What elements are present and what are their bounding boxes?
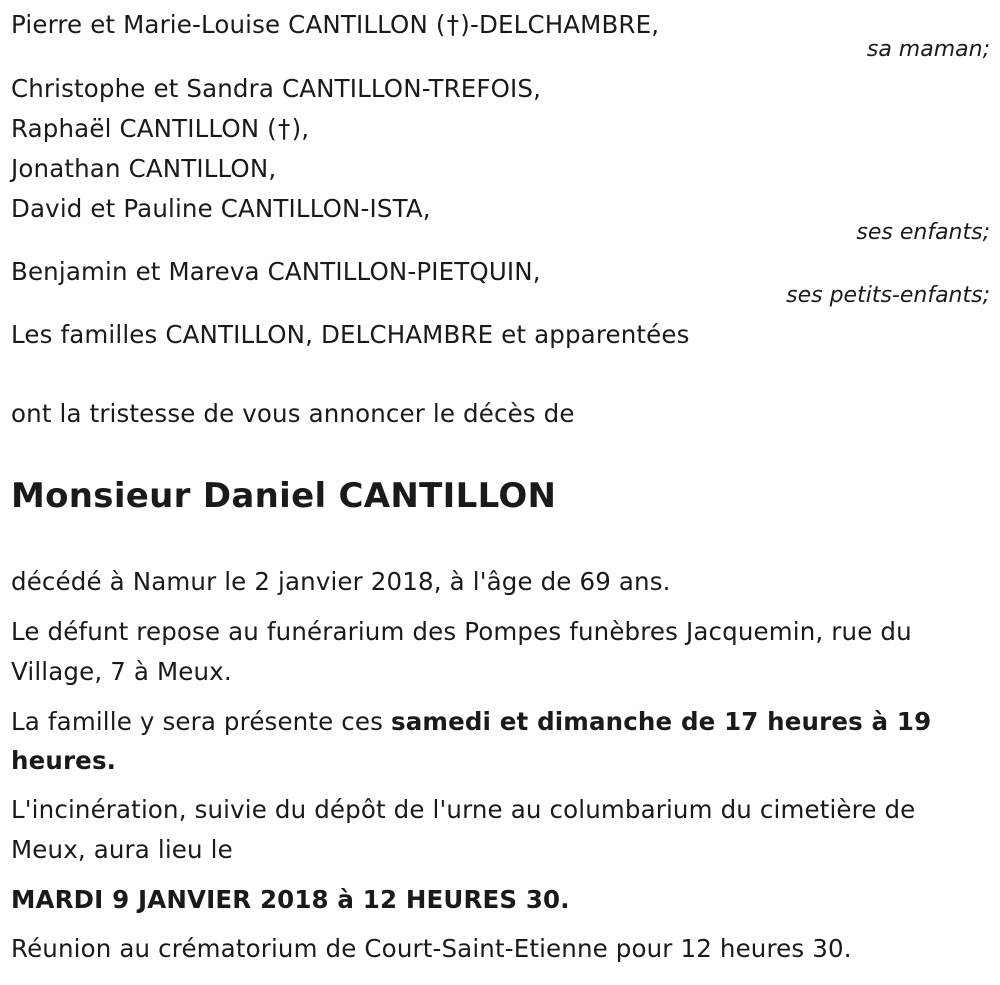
children-role: ses enfants; [856, 220, 990, 245]
families-line: Les familles CANTILLON, DELCHAMBRE et apparentées [11, 320, 690, 349]
meeting-line: Réunion au crématorium de Court-Saint-Etienne pour 12 heures 30. [11, 934, 852, 963]
visit-line-1: La famille y sera présente ces samedi et dimanche de 17 heures à 19 [11, 707, 932, 736]
mother-line: Pierre et Marie-Louise CANTILLON (†)-DELCHAMBRE, [11, 10, 660, 39]
death-line: décédé à Namur le 2 janvier 2018, à l'âge de 69 ans. [11, 567, 671, 596]
deceased-name: Monsieur Daniel CANTILLON [11, 476, 557, 516]
ceremony-date: MARDI 9 JANVIER 2018 à 12 HEURES 30. [11, 885, 570, 914]
mother-role: sa maman; [866, 37, 990, 62]
announcement-line: ont la tristesse de vous annoncer le décès de [11, 399, 575, 428]
ceremony-line-1: L'incinération, suivie du dépôt de l'urne au columbarium du cimetière de [11, 795, 916, 824]
child-line: David et Pauline CANTILLON-ISTA, [11, 194, 431, 223]
grandchildren-role: ses petits-enfants; [786, 283, 990, 308]
child-line: Raphaël CANTILLON (†), [11, 114, 310, 143]
rest-line-1: Le défunt repose au funérarium des Pompes funèbres Jacquemin, rue du [11, 617, 912, 646]
cross-icon: † [446, 10, 460, 39]
grandchildren-line: Benjamin et Mareva CANTILLON-PIETQUIN, [11, 257, 541, 286]
cross-icon: † [278, 114, 291, 143]
ceremony-line-2: Meux, aura lieu le [11, 835, 233, 864]
rest-line-2: Village, 7 à Meux. [11, 657, 232, 686]
child-line: Jonathan CANTILLON, [11, 154, 277, 183]
child-line: Christophe et Sandra CANTILLON-TREFOIS, [11, 74, 542, 103]
visit-line-2: heures. [11, 746, 117, 775]
